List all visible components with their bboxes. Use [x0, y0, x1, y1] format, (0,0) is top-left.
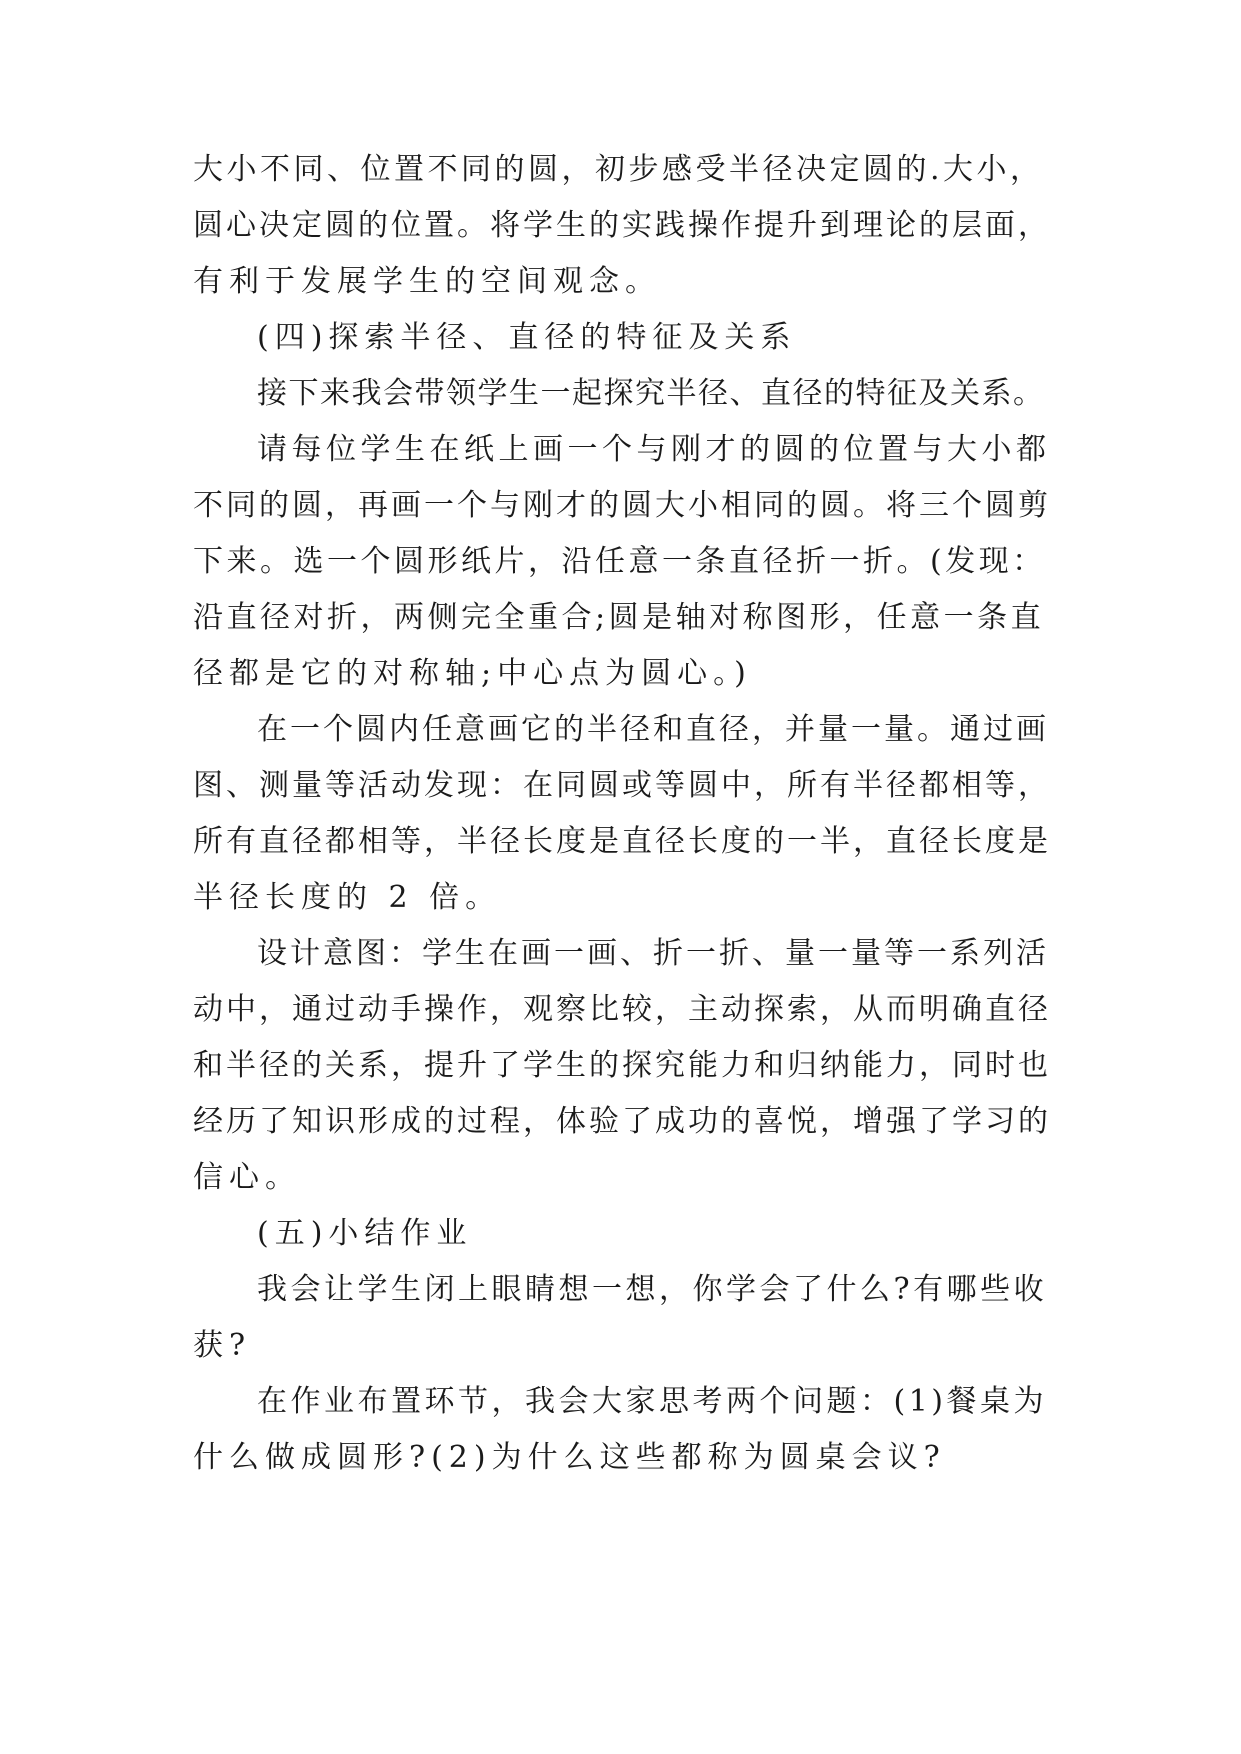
section-heading: (五)小结作业 — [257, 1216, 473, 1251]
text-line: 图、测量等活动发现：在同圆或等圆中，所有半径都相等， — [193, 768, 1051, 803]
text-line: 和半径的关系，提升了学生的探究能力和归纳能力，同时也 — [193, 1048, 1051, 1083]
text-line: 动中，通过动手操作，观察比较，主动探索，从而明确直径 — [193, 992, 1051, 1027]
section-heading: (四)探索半径、直径的特征及关系 — [257, 320, 797, 355]
text-line: 我会让学生闭上眼睛想一想，你学会了什么?有哪些收 — [257, 1272, 1048, 1307]
text-line: 获? — [193, 1328, 252, 1363]
text-line: 沿直径对折，两侧完全重合;圆是轴对称图形，任意一条直 — [193, 600, 1045, 635]
text-line: 经历了知识形成的过程，体验了成功的喜悦，增强了学习的 — [193, 1104, 1051, 1139]
text-line: 不同的圆，再画一个与刚才的圆大小相同的圆。将三个圆剪 — [193, 488, 1051, 523]
text-line: 圆心决定圆的位置。将学生的实践操作提升到理论的层面， — [193, 208, 1051, 243]
text-line: 什么做成圆形?(2)为什么这些都称为圆桌会议? — [193, 1440, 946, 1475]
text-line: 请每位学生在纸上画一个与刚才的圆的位置与大小都 — [257, 432, 1051, 467]
text-line: 信心。 — [193, 1160, 301, 1195]
text-line: 半径长度的 2 倍。 — [193, 880, 502, 915]
text-line: 设计意图：学生在画一画、折一折、量一量等一系列活 — [257, 936, 1049, 971]
text-line: 有利于发展学生的空间观念。 — [193, 264, 661, 299]
text-line: 下来。选一个圆形纸片，沿任意一条直径折一折。(发现： — [193, 544, 1046, 579]
text-line: 径都是它的对称轴;中心点为圆心。) — [193, 656, 752, 691]
text-line: 接下来我会带领学生一起探究半径、直径的特征及关系。 — [257, 376, 1045, 411]
text-line: 在一个圆内任意画它的半径和直径，并量一量。通过画 — [257, 712, 1049, 747]
text-line: 所有直径都相等，半径长度是直径长度的一半，直径长度是 — [193, 824, 1051, 859]
text-line: 大小不同、位置不同的圆，初步感受半径决定圆的.大小， — [193, 152, 1044, 187]
text-line: 在作业布置环节，我会大家思考两个问题：(1)餐桌为 — [257, 1384, 1047, 1419]
